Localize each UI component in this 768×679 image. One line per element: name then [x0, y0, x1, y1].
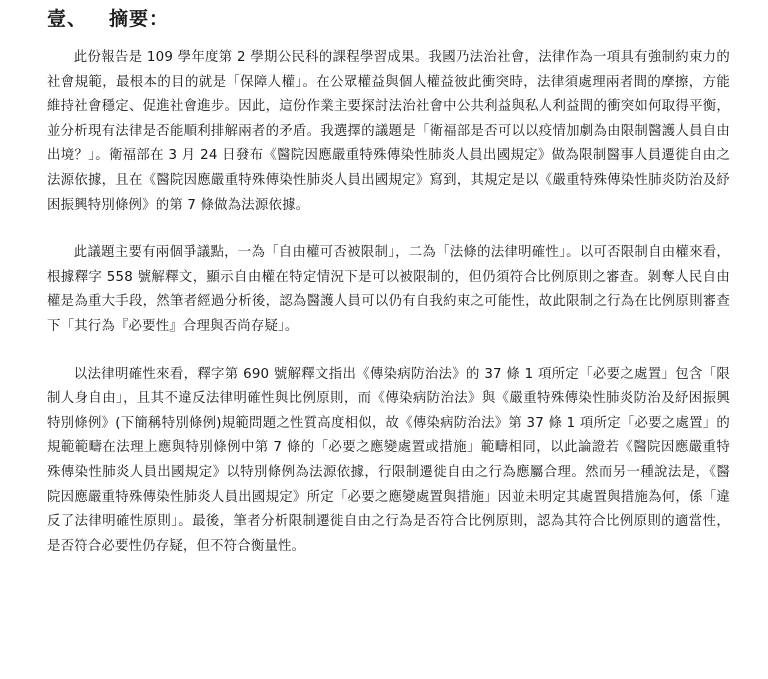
abstract-paragraph-3: 以法律明確性來看，釋字第 690 號解釋文指出《傳染病防治法》的 37 條 1 項所定「必要之處置」包含「限制人身自由」，且其不違反法律明確性與比例原則，而《傳染病防治法》與《嚴重特殊傳染性肺炎防治及紓困振興特別條例》(下簡稱特別條例)規範問題之性質高度相似，故《傳染病防治法》第 37 條 1 項所定「必要之處置」的規範範疇在法理上應與特別條例中第 7 條的「必要之應變處置或措施」範疇相同，以此論證若《醫院因應嚴重特殊傳染性肺炎人員出國規定》以特別條例為法源依據，行限制遷徙自由之行為應屬合理。然而另一種說法是，《醫院因應嚴重特殊傳染性肺炎人員出國規定》所定「必要之應變處置與措施」因並未明定其處置與措施為何，係「違反了法律明確性原則」。最後，筆者分析限制遷徙自由之行為是否符合比例原則，認為其符合比例原則的適當性，是否符合必要性仍存疑，但不符合衡量性。 [47, 366, 730, 554]
abstract-paragraph-2: 此議題主要有兩個爭議點，一為「自由權可否被限制」，二為「法條的法律明確性」。以可否限制自由權來看，根據釋字 558 號解釋文，顯示自由權在特定情況下是可以被限制的，但仍須符合比例原則之審查。剝奪人民自由權是為重大手段，然筆者經過分析後，認為醫護人員可以仍有自我約束之可能性，故此限制之行為在比例原則審查下「其行為『必要性』合理與否尚存疑」。 [47, 245, 730, 334]
section-number: 壹、 [47, 8, 88, 30]
section-heading [47, 4, 730, 34]
abstract-paragraph-1: 此份報告是 109 學年度第 2 學期公民科的課程學習成果。我國乃法治社會，法律作為一項具有強制約束力的社會規範，最根本的目的就是「保障人權」。在公眾權益與個人權益彼此衝突時，法律須處理兩者間的摩擦，方能維持社會穩定、促進社會進步。因此，這份作業主要探討法治社會中公共利益與私人利益間的衝突如何取得平衡，並分析現有法律是否能順利排解兩者的矛盾。我選擇的議題是「衛福部是否可以以疫情加劇為由限制醫護人員自由出境？」。衛福部在 3 月 24 日發布《醫院因應嚴重特殊傳染性肺炎人員出國規定》做為限制醫事人員遷徙自由之法源依據，且在《醫院因應嚴重特殊傳染性肺炎人員出國規定》寫到，其規定是以《嚴重特殊傳染性肺炎防治及紓困振興特別條例》的第 7 條做為法源依據。 [47, 50, 730, 213]
section-title: 摘要： [109, 8, 170, 30]
